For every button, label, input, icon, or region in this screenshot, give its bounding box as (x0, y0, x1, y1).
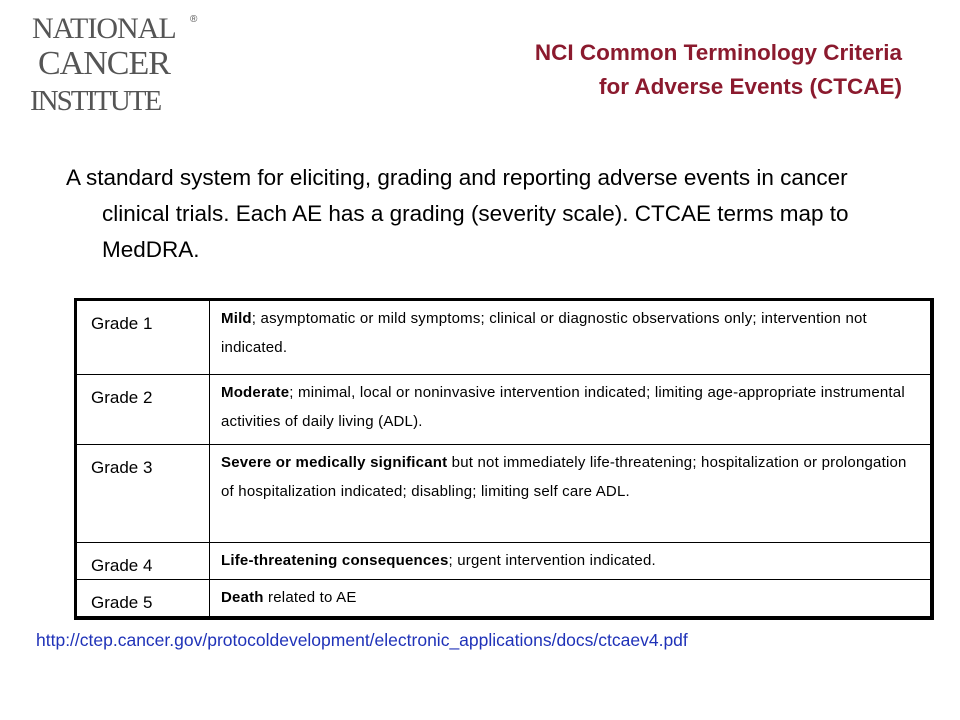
grade-label: Grade 3 (76, 445, 210, 543)
grade-term: Severe or medically significant (221, 454, 448, 471)
intro-text (66, 160, 906, 268)
grade-row (76, 445, 933, 543)
grade-detail: ; urgent intervention indicated. (448, 552, 656, 569)
logo-registered-mark: ® (190, 14, 198, 25)
grade-label: Grade 1 (76, 300, 210, 375)
title-line-2: for Adverse Events (CTCAE) (599, 74, 902, 99)
grade-row (76, 300, 933, 375)
grade-description (210, 300, 933, 375)
grade-description (210, 543, 933, 580)
grade-detail: related to AE (263, 589, 357, 606)
intro-paragraph: A standard system for eliciting, grading and reporting adverse events in cancer clinical trials. Each AE has a grading (severity scale). CTCAE terms map to MedDRA. (66, 165, 849, 262)
logo-line-cancer: CANCER (38, 45, 170, 82)
nci-logo (24, 6, 204, 118)
nci-logo-graphic (24, 6, 204, 118)
grades-table-body (76, 300, 933, 619)
grade-label: Grade 5 (76, 580, 210, 619)
grade-description (210, 375, 933, 445)
grade-detail: but not immediately life-threatening; hospitalization or prolongation of hospitalization indicated; disabling; limiting self care ADL. (221, 454, 907, 500)
source-link[interactable]: http://ctep.cancer.gov/protocoldevelopment/electronic_applications/docs/ctcaev4.pdf (36, 630, 688, 650)
title-line-1: NCI Common Terminology Criteria (534, 40, 902, 65)
grade-term: Death (221, 589, 264, 606)
grade-row (76, 543, 933, 580)
grade-term: Life-threatening consequences (221, 552, 449, 569)
grade-detail: ; asymptomatic or mild symptoms; clinical or diagnostic observations only; intervention not indicated. (221, 310, 867, 356)
logo-line-national: NATIONAL (32, 12, 176, 45)
grade-label: Grade 4 (76, 543, 210, 580)
grade-term: Mild (221, 310, 252, 327)
grade-row (76, 375, 933, 445)
logo-line-institute: INSTITUTE (30, 85, 161, 117)
grades-table (74, 298, 934, 620)
slide-title (535, 36, 902, 104)
grade-detail: ; minimal, local or noninvasive intervention indicated; limiting age-appropriate instrumental activities of daily living (ADL). (221, 384, 905, 430)
grade-label: Grade 2 (76, 375, 210, 445)
grade-description (210, 580, 933, 619)
grade-description (210, 445, 933, 543)
grade-term: Moderate (221, 384, 290, 401)
grade-row (76, 580, 933, 619)
